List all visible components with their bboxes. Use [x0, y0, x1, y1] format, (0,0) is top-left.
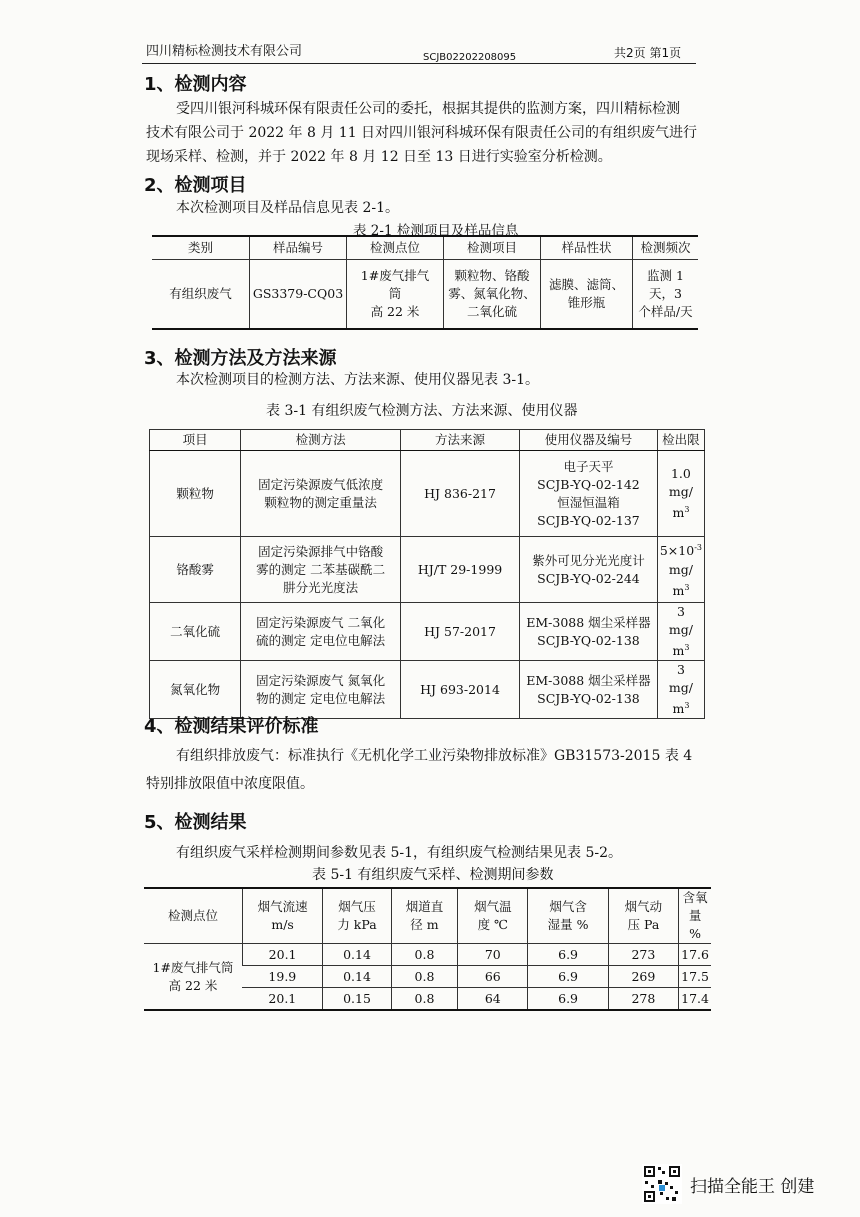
cell-line: 个样品/天 — [638, 304, 693, 319]
cell-method — [241, 603, 401, 661]
cell-line — [660, 483, 702, 522]
col-header — [679, 888, 711, 944]
cell-method — [241, 451, 401, 537]
table-header-row — [144, 888, 711, 944]
section-1-title: 1、检测内容 — [144, 74, 247, 95]
unit-superscript: 3 — [684, 582, 690, 592]
col-header — [242, 888, 322, 944]
cell-line: 1#废气排气筒 — [152, 959, 234, 975]
cell-value: 19.9 — [242, 966, 322, 988]
cell-line: 雾的测定 二苯基碳酰二 — [256, 561, 386, 577]
cell-value: 17.5 — [679, 966, 711, 988]
section-4-title: 4、检测结果评价标准 — [144, 716, 319, 737]
col-header: 类别 — [152, 236, 250, 260]
cell-value: 0.14 — [323, 944, 392, 966]
scanner-watermark: 扫描全能王 创建 — [690, 1177, 815, 1197]
section-1-line3: 现场采样、检测，并于 2022 年 8 月 12 日至 13 日进行实验室分析检测。 — [146, 149, 612, 165]
cell-instrument — [520, 537, 658, 603]
section-1-line2: 技术有限公司于 2022 年 8 月 11 日对四川银河科城环保有限责任公司的有组织废气进行 — [146, 125, 698, 141]
cell-line: SCJB-YQ-02-142 — [537, 476, 640, 492]
cell-method — [241, 537, 401, 603]
header-line: 烟道直 — [405, 899, 444, 914]
header-line: 压 Pa — [627, 917, 660, 932]
cell-line: EM-3088 烟尘采样器 — [526, 614, 651, 630]
section-1-line1: 受四川银河科城环保有限责任公司的委托，根据其提供的监测方案，四川精标检测 — [176, 101, 680, 117]
table-row — [144, 944, 711, 966]
cell-source: HJ 693-2014 — [400, 661, 519, 719]
cell-line: 高 22 米 — [168, 977, 218, 993]
cell-line: SCJB-YQ-02-138 — [537, 632, 640, 648]
table-3-1-caption: 表 3-1 有组织废气检测方法、方法来源、使用仪器 — [266, 403, 578, 419]
section-3-intro: 本次检测项目的检测方法、方法来源、使用仪器见表 3-1。 — [176, 372, 539, 388]
cell-value: 273 — [608, 944, 678, 966]
cell-point — [347, 260, 444, 330]
cell-instrument — [520, 451, 658, 537]
cell-line: 固定污染源废气 二氧化 — [256, 614, 386, 630]
cell-value: 20.1 — [242, 944, 322, 966]
section-4-line2: 特别排放限值中浓度限值。 — [146, 776, 314, 792]
cell-value: 70 — [458, 944, 528, 966]
cell-line: 滤膜、滤筒、 — [548, 277, 624, 292]
table-row — [150, 451, 705, 537]
unit-superscript: 3 — [684, 643, 690, 652]
cell-line: 固定污染源废气低浓度 — [258, 476, 384, 492]
section-4-line1: 有组织排放废气：标准执行《无机化学工业污染物排放标准》GB31573-2015 表 4 — [176, 748, 693, 764]
qr-code-icon — [642, 1164, 682, 1204]
table-header-row — [152, 236, 698, 260]
section-2-intro: 本次检测项目及样品信息见表 2-1。 — [176, 200, 399, 216]
cell-line: 颗粒物、铬酸 — [454, 268, 530, 283]
col-header: 检测项目 — [444, 236, 541, 260]
col-header: 检测点位 — [347, 236, 444, 260]
cell-value: 64 — [458, 988, 528, 1011]
col-header — [144, 888, 242, 944]
table-5-1 — [144, 887, 711, 1011]
unit-superscript: 3 — [684, 701, 690, 711]
cell-line: 高 22 米 — [370, 304, 420, 319]
cell-line: 3 — [676, 662, 685, 678]
cell-value: 278 — [608, 988, 678, 1011]
cell-value: 0.8 — [391, 944, 457, 966]
header-line: 径 m — [410, 917, 439, 932]
header-line: m/s — [271, 917, 294, 932]
cell-line: 电子天平 — [563, 458, 614, 474]
col-header: 检出限 — [657, 430, 704, 451]
limit-superscript: -3 — [694, 543, 702, 553]
cell-limit — [657, 451, 704, 537]
header-line: 烟气动 — [624, 899, 663, 914]
cell-line: 1#废气排气 — [360, 268, 430, 283]
header-line: 烟气压 — [338, 899, 376, 914]
col-header — [323, 888, 392, 944]
table-2-1 — [152, 235, 698, 330]
col-header: 项目 — [150, 430, 241, 451]
table-header-row — [150, 430, 705, 451]
cell-line — [660, 539, 702, 560]
cell-source: HJ 836-217 — [400, 451, 519, 537]
col-header: 使用仪器及编号 — [520, 430, 658, 451]
section-5-intro: 有组织废气采样检测期间参数见表 5-1，有组织废气检测结果见表 5-2。 — [176, 845, 622, 861]
cell-line — [660, 621, 702, 660]
unit-text: mg/ m — [668, 622, 693, 659]
col-header: 方法来源 — [400, 430, 519, 451]
cell-value: 6.9 — [528, 988, 608, 1011]
col-header: 检测方法 — [241, 430, 401, 451]
cell-item: 铬酸雾 — [150, 537, 241, 603]
table-row — [150, 661, 705, 719]
section-5-title: 5、检测结果 — [144, 812, 247, 833]
limit-text: 5×10 — [659, 543, 695, 559]
cell-instrument — [520, 661, 658, 719]
header-line: 烟气温 — [474, 899, 512, 914]
cell-value: 6.9 — [528, 944, 608, 966]
company-name: 四川精标检测技术有限公司 — [146, 44, 303, 59]
cell-line: 筒 — [388, 286, 402, 301]
col-header — [391, 888, 457, 944]
cell-line: 1.0 — [670, 465, 691, 481]
cell-point — [144, 944, 242, 1011]
table-5-1-caption: 表 5-1 有组织废气采样、检测期间参数 — [312, 867, 554, 883]
cell-value: 20.1 — [242, 988, 322, 1011]
cell-nature — [541, 260, 633, 330]
table-2-1-caption: 表 2-1 检测项目及样品信息 — [353, 223, 519, 239]
cell-source: HJ 57-2017 — [400, 603, 519, 661]
cell-limit — [657, 661, 704, 719]
cell-line: 监测 1 天，3 — [647, 268, 684, 301]
report-code: SCJB02202208095 — [423, 52, 517, 63]
unit-text: mg/ m — [668, 483, 693, 521]
header-rule — [142, 63, 696, 64]
col-header — [528, 888, 608, 944]
cell-line — [660, 679, 702, 718]
header-line: 含氧 — [682, 890, 708, 905]
section-3-title: 3、检测方法及方法来源 — [144, 348, 337, 369]
cell-item: 颗粒物 — [150, 451, 241, 537]
col-header — [458, 888, 528, 944]
cell-line: EM-3088 烟尘采样器 — [526, 672, 651, 688]
cell-value: 17.4 — [679, 988, 711, 1011]
cell-line: SCJB-YQ-02-138 — [537, 690, 640, 706]
unit-text: mg/ m — [668, 680, 693, 717]
cell-line: 硫的测定 定电位电解法 — [256, 632, 386, 648]
cell-line: 二氧化硫 — [466, 304, 517, 319]
cell-limit — [657, 537, 704, 603]
cell-line: 物的测定 定电位电解法 — [256, 690, 386, 706]
cell-line: 3 — [676, 604, 685, 619]
cell-line: SCJB-YQ-02-137 — [537, 512, 640, 528]
header-line: 烟气含 — [549, 899, 587, 914]
cell-category: 有组织废气 — [169, 286, 232, 301]
cell-line: 锥形瓶 — [567, 295, 606, 310]
header-line: 量 % — [688, 908, 702, 941]
col-header — [608, 888, 678, 944]
cell-line: 颗粒物的测定重量法 — [264, 494, 377, 510]
cell-line: SCJB-YQ-02-244 — [537, 570, 640, 586]
cell-item: 二氧化硫 — [150, 603, 241, 661]
cell-line: 紫外可见分光光度计 — [532, 552, 645, 568]
cell-items — [444, 260, 541, 330]
cell-frequency — [633, 260, 699, 330]
cell-line: 恒湿恒温箱 — [557, 494, 620, 510]
cell-source: HJ/T 29-1999 — [400, 537, 519, 603]
header-line: 湿量 % — [547, 917, 589, 932]
cell-instrument — [520, 603, 658, 661]
cell-item: 氮氧化物 — [150, 661, 241, 719]
cell-line: 固定污染源废气 氮氧化 — [256, 672, 386, 688]
header-line: 力 kPa — [337, 917, 377, 932]
cell-method — [241, 661, 401, 719]
cell-value: 0.8 — [391, 966, 457, 988]
cell-value: 269 — [608, 966, 678, 988]
cell-value: 0.15 — [323, 988, 392, 1011]
col-header: 样品性状 — [541, 236, 633, 260]
table-row — [152, 260, 698, 330]
page-number: 共2页 第1页 — [614, 46, 682, 60]
col-header: 样品编号 — [250, 236, 347, 260]
cell-line: 肼分光光度法 — [283, 579, 359, 595]
cell-line: 固定污染源排气中铬酸 — [258, 543, 384, 559]
cell-line — [660, 561, 702, 600]
cell-value: 17.6 — [679, 944, 711, 966]
cell-limit — [657, 603, 704, 661]
cell-sample-no: GS3379-CQ03 — [250, 260, 347, 330]
cell-value: 66 — [458, 966, 528, 988]
col-header: 检测频次 — [633, 236, 699, 260]
table-row — [150, 603, 705, 661]
table-3-1 — [149, 429, 705, 719]
header-line: 检测点位 — [167, 908, 218, 923]
unit-superscript: 3 — [684, 504, 690, 514]
section-2-title: 2、检测项目 — [144, 175, 247, 196]
cell-value: 6.9 — [528, 966, 608, 988]
header-line: 度 ℃ — [477, 917, 509, 932]
unit-text: mg/ m — [668, 561, 693, 598]
cell-line: 雾、氮氧化物、 — [448, 286, 536, 301]
cell-value: 0.8 — [391, 988, 457, 1011]
header-line: 烟气流速 — [257, 899, 308, 914]
cell-value: 0.14 — [323, 966, 392, 988]
table-row — [150, 537, 705, 603]
